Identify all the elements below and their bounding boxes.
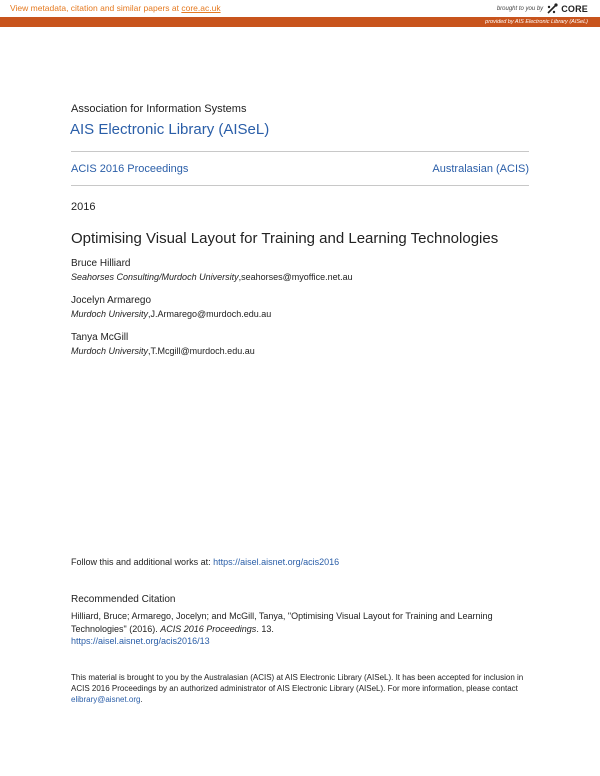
core-ac-uk-link[interactable]: core.ac.uk — [181, 3, 221, 13]
brought-to-you-text: brought to you by — [496, 6, 544, 12]
author-email: ,J.Armarego@murdoch.edu.au — [148, 309, 272, 319]
core-top-row — [0, 0, 600, 17]
author-block — [71, 332, 255, 356]
author-block — [71, 258, 353, 282]
follow-text: Follow this and additional works at: — [71, 557, 214, 567]
core-metadata-link[interactable] — [10, 3, 221, 13]
citation-number: . 13. — [256, 623, 274, 634]
contact-email-link[interactable]: elibrary@aisnet.org — [71, 695, 141, 704]
author-name: Jocelyn Armarego — [71, 295, 152, 306]
author-affiliation — [71, 346, 255, 356]
affiliation-name: Murdoch University — [71, 346, 149, 356]
affiliation-name: Murdoch University — [71, 309, 149, 319]
author-block — [71, 295, 271, 319]
provided-by-text: provided by AIS Electronic Library (AISeL) — [485, 19, 588, 25]
core-provided-strip — [0, 17, 600, 27]
citation-link[interactable]: https://aisel.aisnet.org/acis2016/13 — [71, 636, 210, 646]
access-notice — [71, 672, 531, 705]
follow-line — [71, 557, 339, 567]
core-view-text: View metadata, citation and similar papers at — [10, 3, 182, 13]
author-affiliation — [71, 272, 353, 282]
core-header-bar — [0, 0, 600, 27]
core-logo-icon — [546, 3, 558, 15]
core-logo-text: CORE — [561, 4, 588, 14]
paper-title: Optimising Visual Layout for Training and Learning Technologies — [71, 230, 499, 247]
region-link[interactable]: Australasian (ACIS) — [432, 163, 529, 175]
citation-proceedings: ACIS 2016 Proceedings — [160, 623, 257, 634]
divider-bottom — [71, 185, 529, 186]
author-name: Tanya McGill — [71, 332, 129, 343]
citation-main: Hilliard, Bruce; Armarego, Jocelyn; and McGill, Tanya, "Optimising Visual Layout for Training and Learning Technologies" (2016). — [71, 611, 493, 634]
citation-text — [71, 610, 531, 648]
association-name: Association for Information Systems — [71, 103, 247, 115]
citation-heading: Recommended Citation — [71, 594, 176, 605]
library-link[interactable]: AIS Electronic Library (AISeL) — [70, 121, 270, 138]
author-email: ,T.Mcgill@murdoch.edu.au — [148, 346, 255, 356]
publication-year: 2016 — [71, 201, 96, 213]
divider-top — [71, 151, 529, 152]
core-brand[interactable] — [497, 2, 588, 16]
affiliation-name: Seahorses Consulting/Murdoch University — [71, 272, 239, 282]
notice-text: This material is brought to you by the Australasian (ACIS) at AIS Electronic Library (AISeL). It has been accepted for inclusion in ACIS 2016 Proceedings by an authorized administrator of AIS Electronic Library (AISeL). For more information, please contact — [71, 673, 524, 693]
notice-end: . — [140, 695, 143, 704]
author-name: Bruce Hilliard — [71, 258, 131, 269]
collection-link[interactable]: https://aisel.aisnet.org/acis2016 — [213, 557, 340, 567]
proceedings-link[interactable]: ACIS 2016 Proceedings — [71, 163, 189, 175]
author-affiliation — [71, 309, 271, 319]
author-email: ,seahorses@myoffice.net.au — [238, 272, 353, 282]
